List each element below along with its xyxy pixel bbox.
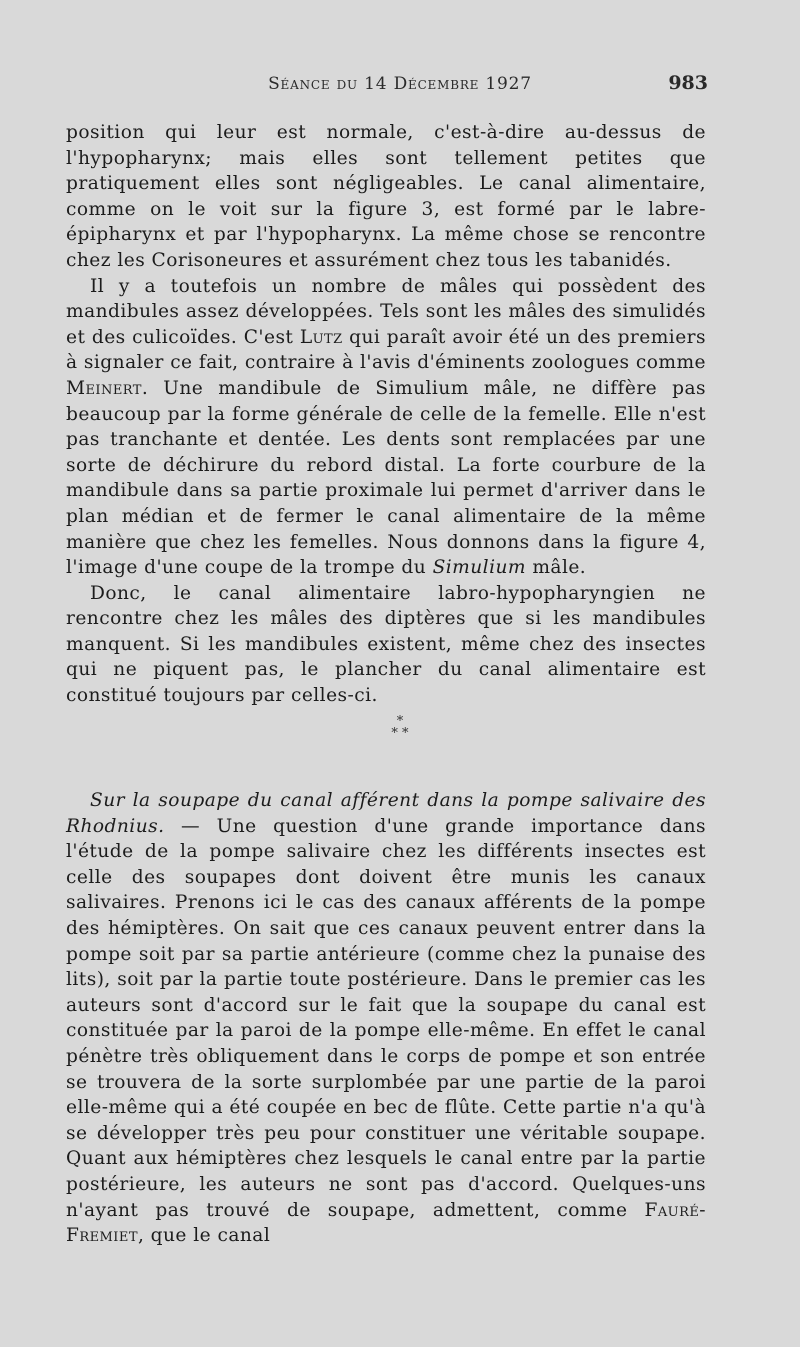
text-run: mâle.: [525, 557, 587, 579]
section-heading: Sur la soupape du canal afférent dans la pompe salivaire des Rhodnius.: [66, 790, 706, 837]
author-name: Fauré-Fremiet: [66, 1199, 706, 1247]
asterisks-bottom: * *: [391, 726, 409, 741]
section-separator: [0, 716, 800, 740]
asterisk-top: *: [396, 714, 404, 729]
paragraph: position qui leur est normale, c'est-à-dire au-dessus de l'hypopharynx; mais elles sont tellement petites que pratiquement elles sont négligeables. Le canal alimentaire, comme on le voit sur la figure 3, est formé par le labre-épipharynx et par l'hypopharynx. La même chose se rencontre chez les Corisoneures et assurément chez tous les tabanidés.: [66, 122, 706, 271]
text-run: — Une question d'une grande importance dans l'étude de la pompe salivaire chez les différents insectes est celle des soupapes dont doivent être munis les canaux salivaires. Prenons ici le cas des canaux afférents de la pompe des hémiptères. On sait que ces canaux peuvent entrer dans la pompe soit par sa partie antérieure (comme chez la punaise des lits), soit par la partie toute postérieure. Dans le premier cas les auteurs sont d'accord sur le fait que la soupape du canal est constituée par la paroi de la pompe elle-même. En effet le canal pénètre très obliquement dans le corps de pompe et son entrée se trouvera de la sorte surplombée par une partie de la paroi elle-même qui a été coupée en bec de flûte. Cette partie n'a qu'à se développer très peu pour constituer une véritable soupape. Quant aux hémiptères chez lesquels le canal entre par la partie postérieure, les auteurs ne sont pas d'accord. Quelques-uns n'ayant pas trouvé de soupape, admettent, comme: [66, 815, 706, 1221]
author-name: Meinert: [66, 377, 142, 399]
text-run: Il y a toutefois un nombre de mâles qui possèdent des mandibules assez développées. Tels sont les mâles des simulidés et des culicoïdes. C'est: [66, 275, 706, 348]
text-run: , que le canal: [137, 1225, 271, 1247]
paragraph: [66, 788, 706, 1249]
page-number: 983: [668, 72, 708, 94]
paragraph: [66, 274, 706, 581]
text-run: qui paraît avoir été un des premiers à signaler ce fait, contraire à l'avis d'éminents zoologues comme: [66, 326, 706, 374]
main-text: [66, 120, 706, 709]
section-text: [66, 788, 706, 1249]
running-title: Séance du 14 Décembre 1927: [268, 74, 532, 94]
text-run: . Une mandibule de Simulium mâle, ne diffère pas beaucoup par la forme générale de celle de la femelle. Elle n'est pas tranchante et dentée. Les dents sont remplacées par une sorte de déchirure du rebord distal. La forte courbure de la mandibule dans sa partie proximale lui permet d'arriver dans le plan médian et de fermer le canal alimentaire de la même manière que chez les femelles. Nous donnons dans la figure 4, l'image d'une coupe de la trompe du: [66, 377, 706, 579]
paragraph: Donc, le canal alimentaire labro-hypopharyngien ne rencontre chez les mâles des diptères que si les mandibules manquent. Si les mandibules existent, même chez des insectes qui ne piquent pas, le plancher du canal alimentaire est constitué toujours par celles-ci.: [66, 582, 706, 707]
author-name: Lutz: [299, 326, 343, 348]
genus-name: Simulium: [432, 557, 526, 579]
